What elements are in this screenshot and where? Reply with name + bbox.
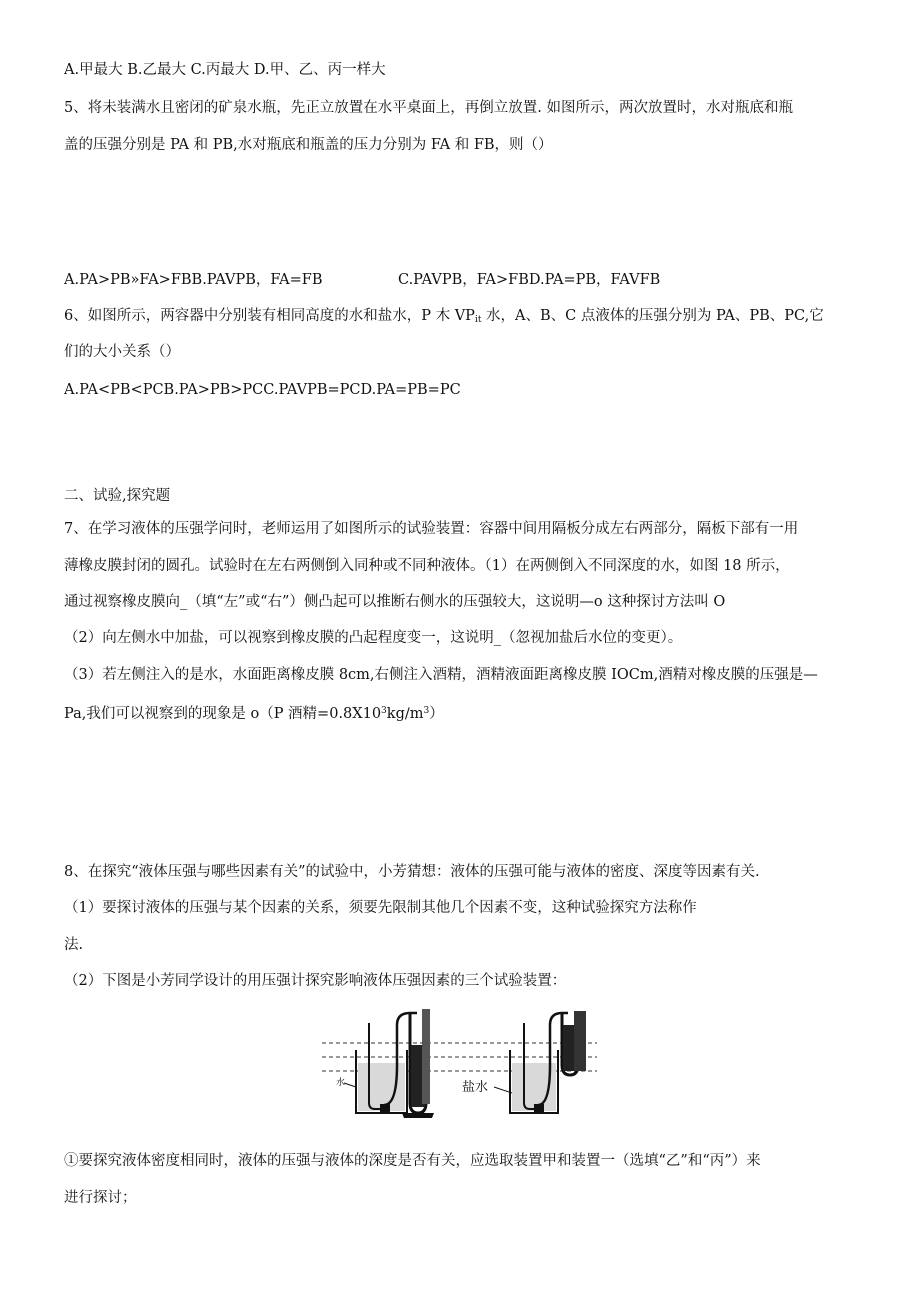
q7-line1: 7、在学习液体的压强学问时，老师运用了如图所示的试验装置：容器中间用隔板分成左右两部分，隔板下部有一用 (64, 521, 799, 537)
q5-stem-line2: 盖的压强分别是 PA 和 PB,水对瓶底和瓶盖的压力分别为 FA 和 FB，则（） (64, 137, 553, 153)
q7-line6-sup1: 3 (381, 706, 387, 716)
q6-stem-line2: 们的大小关系（） (64, 344, 180, 360)
q8-line2: （1）要探讨液体的压强与某个因素的关系，须要先限制其他几个因素不变，这种试验探究方法称作 (64, 900, 697, 916)
stand-base-1 (402, 1113, 434, 1118)
section-heading: 二、试验,探究题 (64, 488, 171, 504)
q7-line6-part3: ） (429, 706, 444, 722)
q6-stem-line1 (64, 306, 824, 330)
q5-options-cd: C.PAVPB，FA>FBD.PA=PB，FAVFB (398, 272, 661, 288)
q7-line3: 通过视察橡皮膜向_（填“左”或“右”）侧凸起可以推断右侧水的压强较大，这说明—o 这种探讨方法叫 O (64, 594, 726, 610)
q6-stem-subscript: it (474, 315, 482, 325)
apparatus-2 (462, 1011, 586, 1113)
q7-line6 (64, 701, 444, 724)
scale-2 (574, 1011, 586, 1071)
label-salt-water: 盐水 (462, 1080, 489, 1095)
q6-options: A.PA<PB<PCB.PA>PB>PCC.PAVPB=PCD.PA=PB=PC (64, 382, 461, 398)
scale-1 (422, 1009, 430, 1104)
pressure-gauge-figure (322, 1005, 597, 1120)
q8-line3: 法. (64, 937, 84, 953)
q7-line2: 薄橡皮膜封闭的圆孔。试验时在左右两侧倒入同种或不同种液体。（1）在两侧倒入不同深度的水，如图 18 所示， (64, 558, 790, 574)
q4-options: A.甲最大 B.乙最大 C.丙最大 D.甲、乙、丙一样大 (64, 62, 386, 78)
q7-line6-sup2: 3 (423, 706, 430, 716)
q5-options-ab: A.PA>PB»FA>FBB.PAVPB，FA=FB (64, 272, 323, 288)
apparatus-1 (336, 1009, 434, 1118)
label-left: 水 (336, 1078, 346, 1088)
q6-stem-part1: 6、如图所示，两容器中分别装有相同高度的水和盐水，P 木 VP (64, 308, 475, 324)
q7-line6-part1: Pa,我们可以视察到的现象是 o（P 酒精=0.8X10 (64, 706, 382, 722)
q6-stem-part2: 水，A、B、C 点液体的压强分别为 PA、PB、PC,它 (481, 308, 824, 324)
q7-line4: （2）向左侧水中加盐，可以视察到橡皮膜的凸起程度变一，这说明_（忽视加盐后水位的变更）。 (64, 630, 683, 646)
q5-stem-line1: 5、将未装满水且密闭的矿泉水瓶，先正立放置在水平桌面上，再倒立放置. 如图所示，两次放置时，水对瓶底和瓶 (64, 100, 793, 116)
q8-line4: （2）下图是小芳同学设计的用压强计探究影响液体压强因素的三个试验装置： (64, 973, 567, 989)
q8-sub1-line2: 进行探讨； (64, 1190, 137, 1206)
q8-line1: 8、在探究“液体压强与哪些因素有关”的试验中，小芳猜想：液体的压强可能与液体的密度、深度等因素有关. (64, 864, 760, 880)
q8-sub1-line1: ①要探究液体密度相同时，液体的压强与液体的深度是否有关，应选取装置甲和装置一（选填“乙”和“丙”）来 (64, 1153, 761, 1169)
label-left-pointer (344, 1083, 356, 1087)
q7-line6-part2: kg∕m (386, 706, 424, 722)
q7-line5: （3）若左侧注入的是水，水面距离橡皮膜 8cm,右侧注入酒精，酒精液面距离橡皮膜 IOCm,酒精对橡皮膜的压强是— (64, 667, 818, 683)
